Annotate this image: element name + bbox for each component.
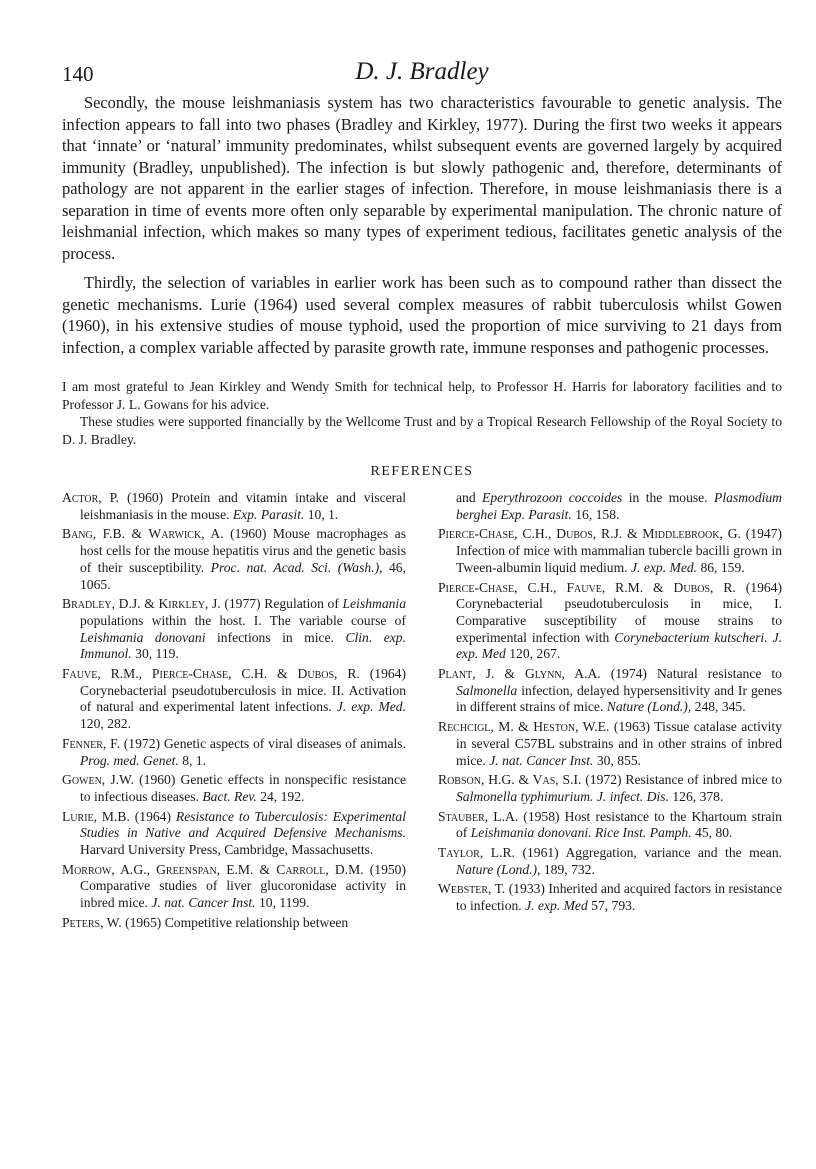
reference-year: (1961): [522, 845, 559, 861]
reference-volume: 86, 159.: [700, 559, 745, 575]
page: [62, 58, 782, 935]
reference-entry: [438, 719, 782, 769]
reference-year: (1972): [123, 735, 161, 751]
reference-title: Regulation of: [264, 596, 339, 612]
reference-entry: [438, 845, 782, 878]
reference-entry: [62, 736, 406, 769]
reference-authors: Peters, W.: [62, 914, 122, 930]
reference-entry: [438, 772, 782, 805]
reference-year: (1972): [585, 772, 622, 788]
reference-volume: 24, 192.: [260, 788, 305, 804]
reference-year: (1964): [369, 666, 406, 682]
reference-journal: Exp. Parasit.: [500, 506, 572, 522]
reference-title-cont: in the mouse.: [628, 490, 708, 505]
reference-title: Protein and vitamin intake and visceral leishmaniasis in the mouse.: [80, 490, 407, 522]
reference-entry: [62, 490, 406, 523]
reference-authors: Bang, F.B. & Warwick, A.: [62, 526, 224, 542]
reference-volume: 10, 1199.: [258, 895, 310, 911]
reference-entry: [62, 596, 406, 663]
reference-title: Comparative studies of liver glucoronidase activity in inbred mice.: [80, 878, 406, 911]
reference-journal: J. exp. Med.: [336, 699, 407, 715]
running-head-author: D. J. Bradley: [355, 58, 489, 85]
reference-authors: Gowen, J.W.: [62, 772, 134, 788]
reference-title: Tissue catalase activity in several C57BL substrains and in other strains of inbred mice.: [456, 719, 782, 768]
reference-italic-title: Corynebacterium kutscheri.: [614, 629, 768, 645]
reference-volume: 45, 80.: [695, 825, 733, 841]
reference-italic-title: Salmonella typhimurium.: [456, 788, 594, 804]
reference-italic-title: Salmonella: [456, 682, 518, 698]
reference-volume: 120, 282.: [80, 716, 131, 732]
reference-entry: [62, 772, 406, 805]
reference-italic-term: Leishmania donovani: [80, 629, 206, 645]
reference-italic-term: Plasmodium berghei: [456, 490, 782, 522]
reference-entry: [438, 809, 782, 842]
reference-authors: Webster, T.: [438, 881, 506, 897]
body-paragraph-1: Secondly, the mouse leishmaniasis system has two characteristics favourable to genetic analysis. The infection appears to fall into two phases (Bradley and Kirkley, 1977). During the first two weeks it appears that ‘innate’ or ‘natural’ immunity predominates, whilst subsequent events are governed largely by acquired immunity (Bradley, unpublished). The infection is but slowly pathogenic and, therefore, determinants of pathology are not apparent in the earlier stages of infection. Therefore, in mouse leishmaniasis there is a separation in time of events more often only separable by experimental manipulation. The chronic nature of leishmanial infection, which makes so many types of experiment tedious, facilitates genetic analysis of the process.: [62, 93, 782, 263]
reference-journal: J. nat. Cancer Inst.: [489, 752, 594, 768]
body-paragraph-2: Thirdly, the selection of variables in earlier work has been such as to compound rather than dissect the genetic mechanisms. Lurie (1964) used several complex measures of rabbit tuberculosis whilst Gowen (1960), in his extensive studies of mouse typhoid, used the proportion of mice surviving to 21 days from infection, a complex variable affected by parasite growth rate, immune responses and pathogenic processes.: [62, 273, 782, 357]
reference-volume: 57, 793.: [591, 898, 636, 914]
reference-volume: 8, 1.: [182, 752, 206, 768]
reference-volume: 10, 1.: [307, 506, 339, 522]
reference-journal: J. exp. Med: [525, 898, 588, 914]
reference-title: Aggregation, variance and the mean.: [565, 845, 783, 861]
reference-journal: Nature (Lond.),: [456, 861, 541, 877]
references-column-left: [62, 490, 406, 935]
reference-authors: Morrow, A.G., Greenspan, E.M. & Carroll, D.M.: [62, 861, 364, 877]
reference-authors: Pierce-Chase, C.H., Dubos, R.J. & Middlebrook, G.: [438, 526, 741, 542]
reference-journal: J. infect. Dis.: [596, 788, 669, 804]
reference-year: (1960): [139, 772, 176, 788]
reference-title: Natural resistance to: [656, 666, 782, 682]
reference-year: (1963): [613, 719, 651, 735]
reference-year: (1958): [523, 808, 560, 824]
reference-title: Inherited and acquired factors in resistance to infection.: [456, 881, 783, 914]
reference-volume: 248, 345.: [694, 699, 746, 715]
reference-authors: Actor, P.: [62, 490, 120, 505]
reference-entry: [438, 881, 782, 914]
reference-volume: 126, 378.: [672, 788, 724, 804]
reference-italic-title: Leishmania: [342, 596, 406, 612]
reference-volume: 30, 855.: [596, 752, 642, 768]
reference-journal: Nature (Lond.),: [606, 699, 692, 715]
reference-entry: [62, 526, 406, 593]
reference-journal: Prog. med. Genet.: [80, 752, 179, 768]
reference-title: Competitive relationship between: [164, 914, 349, 930]
reference-authors: Taylor, L.R.: [438, 845, 515, 861]
reference-title: Genetic effects in nonspecific resistance to infectious diseases.: [80, 772, 407, 804]
reference-title: Resistance of inbred mice to: [625, 772, 782, 788]
reference-year: (1974): [610, 666, 647, 682]
reference-title: Genetic aspects of viral diseases of animals.: [163, 735, 406, 751]
reference-entry: [438, 580, 782, 664]
reference-title-cont: infection, delayed hypersensitivity and Ir genes in different strains of mice.: [456, 682, 782, 715]
reference-entry: [62, 862, 406, 912]
reference-journal: Bact. Rev.: [202, 788, 257, 804]
reference-entry: [62, 666, 406, 733]
reference-title: Host resistance to the Khartoum strain of: [456, 808, 782, 841]
reference-journal: J. exp. Med.: [631, 559, 698, 575]
reference-authors: Fenner, F.: [62, 735, 120, 751]
reference-volume: 120, 267.: [509, 646, 561, 662]
reference-journal: Proc. nat. Acad. Sci. (Wash.),: [210, 559, 383, 575]
reference-authors: Stauber, L.A.: [438, 808, 519, 824]
reference-title-end: infections in mice.: [217, 629, 334, 645]
page-number: 140: [62, 62, 94, 86]
acknowledgement-paragraph-1: I am most grateful to Jean Kirkley and Wendy Smith for technical help, to Professor H. Harris for laboratory facilities and to Professor J. L. Gowans for his advice.: [62, 379, 782, 412]
references-list: [62, 490, 782, 935]
reference-volume: 30, 119.: [135, 646, 179, 662]
reference-entry: [62, 915, 406, 932]
reference-authors: Plant, J. & Glynn, A.A.: [438, 666, 601, 682]
references-heading: REFERENCES: [370, 464, 474, 479]
reference-authors: Lurie, M.B.: [62, 808, 130, 824]
reference-year: (1960): [126, 490, 164, 505]
reference-year: (1964): [745, 579, 782, 595]
reference-authors: Pierce-Chase, C.H., Fauve, R.M. & Dubos, R.: [438, 579, 736, 595]
reference-title: Mouse macrophages as host cells for the mouse hepatitis virus and the genetic basis of their susceptibility.: [80, 526, 406, 575]
acknowledgements: [62, 378, 782, 448]
reference-year: (1977): [224, 596, 261, 612]
reference-title: Corynebacterial pseudotuberculosis in mice. II. Activation of natural and experimental latent infections.: [80, 682, 406, 715]
reference-entry: [438, 526, 782, 576]
reference-year: (1964): [134, 808, 172, 824]
reference-entry: [62, 809, 406, 859]
reference-authors: Fauve, R.M., Pierce-Chase, C.H. & Dubos, R.: [62, 666, 360, 682]
acknowledgement-paragraph-2: These studies were supported financially by the Wellcome Trust and by a Tropical Research Fellowship of the Royal Society to D. J. Bradley.: [62, 414, 782, 447]
reference-year: (1960): [230, 526, 267, 542]
reference-journal: Exp. Parasit.: [232, 506, 305, 522]
reference-title: Corynebacterial pseudotuberculosis in mice, I. Comparative susceptibility of mouse strains to experimental infection with: [456, 596, 782, 645]
reference-entry: [438, 666, 782, 716]
reference-year: (1950): [369, 861, 406, 877]
reference-title: Infection of mice with mammalian tubercle bacilli grown in Tween-albumin liquid medium.: [456, 543, 782, 575]
reference-journal: Rice Inst. Pamph.: [594, 825, 692, 841]
reference-volume: 46, 1065.: [80, 559, 406, 592]
reference-journal: J. nat. Cancer Inst.: [151, 895, 256, 911]
reference-authors: Rechcigl, M. & Heston, W.E.: [438, 719, 610, 735]
reference-authors: Robson, H.G. & Vas, S.I.: [438, 772, 582, 788]
references-column-right: [438, 490, 782, 935]
reference-title-cont: Harvard University Press, Cambridge, Massachusetts.: [80, 842, 374, 858]
reference-italic-title: Resistance to Tuberculosis: Experimental Studies in Native and Acquired Defensive Mechanisms.: [80, 808, 406, 841]
reference-journal: J. exp. Med: [456, 629, 782, 662]
reference-title-cont: populations within the host. I. The variable course of: [80, 612, 406, 628]
reference-italic-title: Eperythrozoon coccoides: [482, 490, 623, 505]
reference-journal: Clin. exp. Immunol.: [80, 629, 406, 662]
reference-italic-title: Leishmania donovani.: [470, 825, 592, 841]
reference-year: (1947): [745, 526, 782, 542]
reference-year: (1965): [125, 914, 162, 930]
reference-continuation: [438, 490, 782, 523]
reference-volume: 16, 158.: [575, 506, 620, 522]
reference-year: (1933): [508, 881, 545, 897]
reference-title: and: [456, 490, 476, 505]
reference-authors: Bradley, D.J. & Kirkley, J.: [62, 596, 221, 612]
reference-volume: 189, 732.: [543, 861, 595, 877]
running-header: [62, 58, 782, 92]
